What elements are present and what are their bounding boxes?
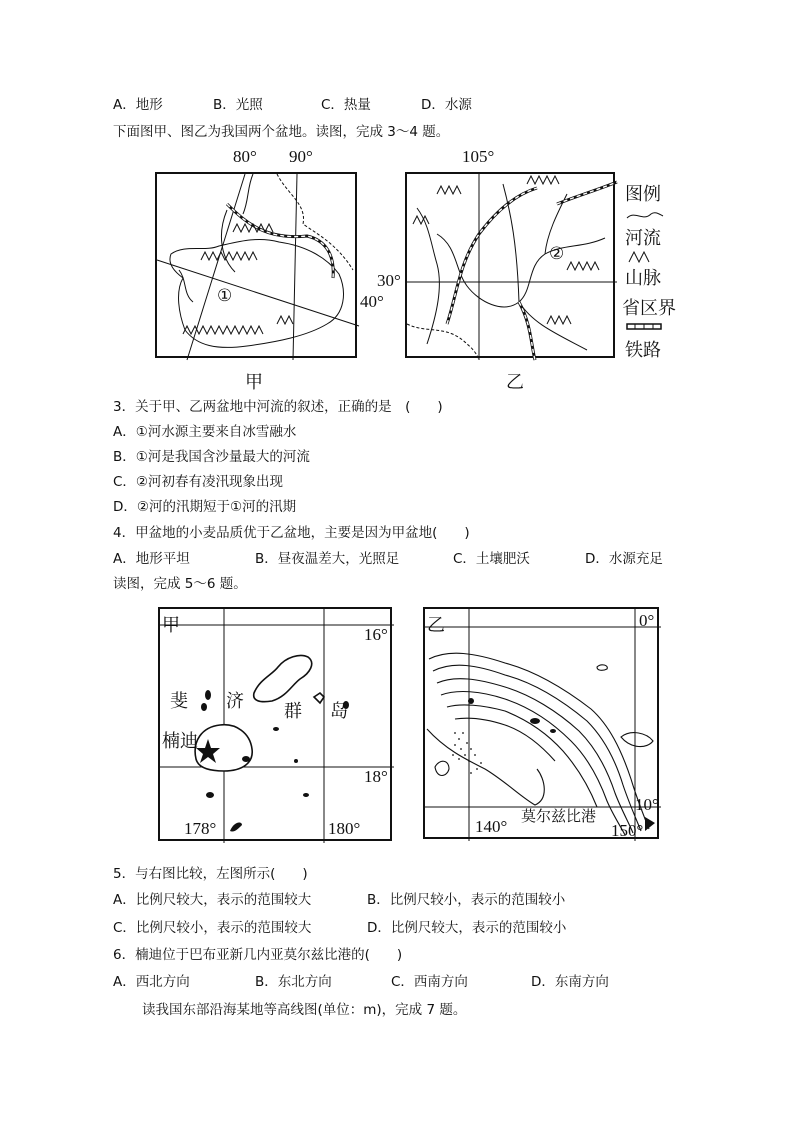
q4-option-c: C．土壤肥沃 — [453, 551, 530, 567]
legend-river-label: 河流 — [625, 228, 661, 249]
q5-stem: 5．与右图比较，左图所示( ) — [113, 866, 308, 882]
q6-stem: 6．楠迪位于巴布亚新几内亚莫尔兹比港的( ) — [113, 947, 403, 963]
fiji-char-4: 岛 — [330, 701, 348, 722]
q4-stem: 4．甲盆地的小麦品质优于乙盆地，主要是因为甲盆地( ) — [113, 525, 470, 541]
q5-option-d: D．比例尺较大，表示的范围较小 — [367, 920, 567, 936]
lat-0-label: 0° — [639, 611, 655, 630]
legend-mountain-icon — [625, 248, 665, 264]
legend-title: 图例 — [625, 184, 661, 205]
corner-label-yi: 乙 — [427, 615, 445, 636]
lat-10-label: 10° — [635, 795, 659, 814]
q6-option-c: C．西南方向 — [391, 974, 468, 990]
map-yi — [405, 172, 615, 358]
meridian-90 — [293, 174, 297, 360]
lon-105-label: 105° — [462, 147, 495, 166]
q2-option-d: D．水源 — [421, 97, 472, 113]
q5-option-a: A．比例尺较大，表示的范围较大 — [113, 892, 312, 908]
q3-option-b: B．①河是我国含沙量最大的河流 — [113, 449, 310, 465]
basin-1-label: ① — [217, 286, 233, 305]
fiji-char-2: 济 — [226, 691, 244, 712]
map-jia-drawing — [157, 174, 359, 360]
q2-option-b: B．光照 — [213, 97, 263, 113]
fiji-char-3: 群 — [284, 701, 302, 722]
q2-option-c: C．热量 — [321, 97, 371, 113]
lon-178-label: 178° — [184, 819, 217, 838]
q5-option-c: C．比例尺较小，表示的范围较大 — [113, 920, 312, 936]
q3-option-c: C．②河初春有凌汛现象出现 — [113, 474, 284, 490]
caption-yi: 乙 — [506, 372, 524, 393]
intro-7: 读我国东部沿海某地等高线图(单位：m)，完成 7 题。 — [142, 1002, 467, 1018]
caption-jia: 甲 — [245, 372, 263, 393]
basin-2-label: ② — [549, 244, 565, 263]
q6-option-d: D．东南方向 — [531, 974, 609, 990]
q3-option-d: D．②河的汛期短于①河的汛期 — [113, 499, 297, 515]
viti-levu — [195, 725, 252, 771]
vanua-levu — [254, 655, 312, 701]
intro-5-6: 读图，完成 5～6 题。 — [113, 576, 247, 592]
q5-option-b: B．比例尺较小，表示的范围较小 — [367, 892, 566, 908]
lon-180-label: 180° — [328, 819, 361, 838]
lon-90-label: 90° — [289, 147, 313, 166]
lon-80-label: 80° — [233, 147, 257, 166]
legend-mountain-label: 山脉 — [625, 268, 661, 289]
fiji-char-1: 斐 — [170, 691, 188, 712]
lon-140-label: 140° — [475, 817, 508, 836]
map-png — [423, 607, 659, 839]
lat-30-label: 30° — [377, 271, 401, 290]
nandi-label: 楠迪 — [162, 731, 198, 752]
lon-150-label: 150° — [611, 821, 644, 840]
q6-option-b: B．东北方向 — [255, 974, 332, 990]
intro-3-4: 下面图甲、图乙为我国两个盆地。读图，完成 3～4 题。 — [113, 124, 450, 140]
lat-40-label: 40° — [360, 292, 384, 311]
q2-option-a: A．地形 — [113, 97, 163, 113]
port-marker-icon — [645, 817, 655, 831]
legend-railway-label: 铁路 — [625, 340, 661, 361]
corner-label-jia: 甲 — [162, 615, 180, 636]
port-moresby-label: 莫尔兹比港 — [521, 807, 597, 825]
q3-option-a: A．①河水源主要来自冰雪融水 — [113, 424, 297, 440]
map-yi-drawing — [407, 174, 617, 360]
lat-16-label: 16° — [364, 625, 388, 644]
q3-stem: 3．关于甲、乙两盆地中河流的叙述，正确的是 ( ) — [113, 399, 443, 415]
map-fiji — [158, 607, 392, 841]
map-fiji-drawing — [160, 609, 394, 843]
q4-option-d: D．水源充足 — [585, 551, 663, 567]
q4-option-b: B．昼夜温差大，光照足 — [255, 551, 400, 567]
legend-boundary-label: 省区界 — [622, 298, 676, 319]
map-jia — [155, 172, 357, 358]
q6-option-a: A．西北方向 — [113, 974, 190, 990]
legend-railway-icon — [625, 322, 665, 332]
q4-option-a: A．地形平坦 — [113, 551, 190, 567]
legend-river-icon — [625, 208, 665, 224]
lat-18-label: 18° — [364, 767, 388, 786]
